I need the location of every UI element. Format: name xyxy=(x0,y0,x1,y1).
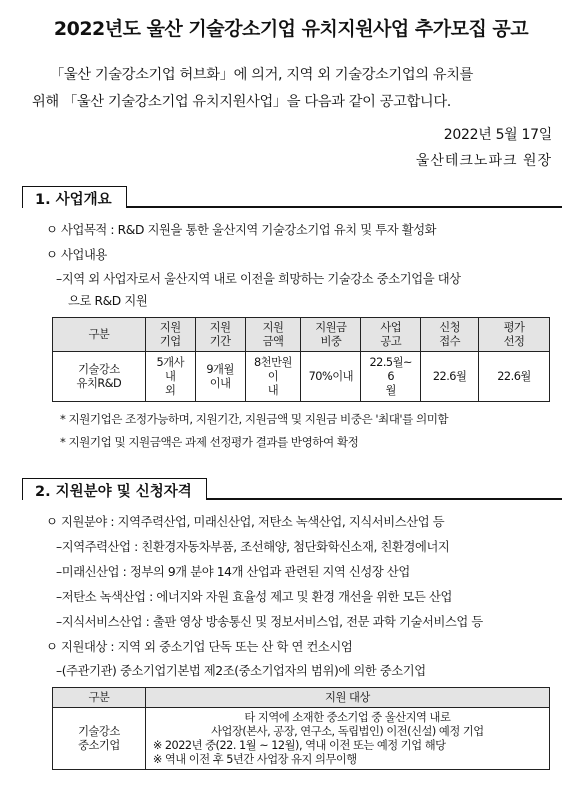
table-cell-line: 유치R&D xyxy=(76,376,122,390)
table-header-line: 평가 xyxy=(503,320,525,334)
intro-line-2: 위해 「울산 기술강소기업 유치지원사업」을 다음과 같이 공고합니다. xyxy=(32,94,451,110)
table-header-line: 지원 xyxy=(209,320,231,334)
content-line-1: –지역 외 사업자로서 울산지역 내로 이전을 희망하는 기술강소 중소기업을 대상 xyxy=(56,272,461,286)
table-cell-line: 6 xyxy=(387,369,395,383)
table-cell-line: 22.5월~ xyxy=(369,355,413,369)
note-2: * 지원기업 및 지원금액은 과제 선정평가 결과를 반영하여 확정 xyxy=(60,435,359,449)
table-header-line: 비중 xyxy=(320,334,342,348)
section1-header xyxy=(22,186,562,208)
section2-header xyxy=(22,478,562,500)
field-sub-4: –지식서비스산업 : 출판 영상 방송통신 및 정보서비스업, 전문 과학 기술서비스업 등 xyxy=(56,615,483,629)
eligibility-line-2: 사업장(본사, 공장, 연구소, 독립법인) 이전(신설) 예정 기업 xyxy=(211,724,484,738)
section1-heading: 1. 사업개요 xyxy=(22,186,127,208)
intro-line-1: 「울산 기술강소기업 허브화」에 의거, 지역 외 기술강소기업의 유치를 xyxy=(50,67,474,83)
eligibility-line-4: ※ 역내 이전 후 5년간 사업장 유지 의무이행 xyxy=(152,752,357,766)
table-header-line: 기업 xyxy=(159,334,181,348)
signer: 울산테크노파크 원장 xyxy=(415,153,552,169)
target-line: ㅇ 지원대상 : 지역 외 중소기업 단독 또는 산 학 연 컨소시엄 xyxy=(46,640,353,654)
target-sub: –(주관기관) 중소기업기본법 제2조(중소기업자의 범위)에 의한 중소기업 xyxy=(56,664,426,678)
field-sub-2: –미래신산업 : 정부의 9개 분야 14개 산업과 관련된 지역 신성장 산업 xyxy=(56,565,410,579)
table-cell-line: 월 xyxy=(385,383,396,397)
eligibility-header-target: 지원 대상 xyxy=(145,688,549,708)
table-cell-line: 내 xyxy=(165,369,176,383)
eligibility-table xyxy=(52,687,550,770)
table-cell-line: 22.6월 xyxy=(497,369,531,383)
table-header-col-ratio xyxy=(301,318,361,352)
page-title: 2022년도 울산 기술강소기업 유치지원사업 추가모집 공고 xyxy=(53,18,529,40)
table-header-line: 지원 xyxy=(159,320,181,334)
table-header-col-notice xyxy=(361,318,421,352)
table-cell-col-category xyxy=(53,352,146,402)
table-cell-col-period xyxy=(195,352,245,402)
table-header-line: 선정 xyxy=(503,334,525,348)
table-row xyxy=(53,708,550,770)
table-cell-line: 5개사 xyxy=(156,355,184,369)
intro-paragraph xyxy=(32,62,552,116)
table-header-line: 금액 xyxy=(262,334,284,348)
table-cell-col-ratio xyxy=(301,352,361,402)
table-header-line: 지원 xyxy=(262,320,284,334)
eligibility-row-label-line1: 기술강소 xyxy=(78,724,120,738)
field-line: ㅇ 지원분야 : 지역주력산업, 미래신산업, 저탄소 녹색산업, 지식서비스산업 등 xyxy=(46,515,445,529)
table-cell-line: 8천만원 xyxy=(254,355,292,369)
announcement-date: 2022년 5월 17일 xyxy=(443,127,552,143)
field-sub-1: –지역주력산업 : 친환경자동차부품, 조선해양, 첨단화학신소재, 친환경에너지 xyxy=(56,540,450,554)
note-1: * 지원기업은 조정가능하며, 지원기간, 지원금액 및 지원금 비중은 '최대'를 의미함 xyxy=(60,412,449,426)
table-cell-line: 70%이내 xyxy=(308,369,354,383)
section2-heading: 2. 지원분야 및 신청자격 xyxy=(22,478,207,500)
table-cell-line: 기술강소 xyxy=(78,362,120,376)
table-cell-col-application xyxy=(421,352,479,402)
table-header-row xyxy=(53,318,550,352)
eligibility-row-label-line2: 중소기업 xyxy=(78,738,120,752)
table-header-line: 사업 xyxy=(380,320,402,334)
field-sub-3: –저탄소 녹색산업 : 에너지와 자원 효율성 제고 및 환경 개선을 위한 모든 산업 xyxy=(56,590,452,604)
table-header-line: 신청 xyxy=(439,320,461,334)
eligibility-line-3: ※ 2022년 중(22. 1월 ~ 12월), 역내 이전 또는 예정 기업 해당 xyxy=(152,738,446,752)
table-header-col-application xyxy=(421,318,479,352)
table-cell-col-companies xyxy=(145,352,195,402)
table-header-line: 구분 xyxy=(88,327,110,341)
table-header-line: 지원금 xyxy=(315,320,347,334)
table-cell-col-selection xyxy=(479,352,550,402)
table-header-line: 접수 xyxy=(439,334,461,348)
content-label: ㅇ 사업내용 xyxy=(46,248,107,262)
eligibility-line-1: 타 지역에 소재한 중소기업 중 울산지역 내로 xyxy=(244,710,451,724)
table-cell-col-notice xyxy=(361,352,421,402)
table-cell-line: 내 xyxy=(267,383,279,397)
table-header-col-period xyxy=(195,318,245,352)
table-cell-line: 이내 xyxy=(209,376,231,390)
table-cell-line: 22.6월 xyxy=(432,369,467,383)
table-cell-line: 9개월 xyxy=(206,362,234,376)
table-header-col-amount xyxy=(245,318,301,352)
table-cell-line: 이 xyxy=(267,369,279,383)
table-cell-line: 외 xyxy=(165,383,176,397)
table-header-line: 기간 xyxy=(209,334,231,348)
table-header-col-category xyxy=(53,318,146,352)
table-header-col-companies xyxy=(145,318,195,352)
table-row xyxy=(53,352,550,402)
table-cell-col-amount xyxy=(245,352,301,402)
purpose-line: ㅇ 사업목적 : R&D 지원을 통한 울산지역 기술강소기업 유치 및 투자 활성화 xyxy=(46,223,437,237)
eligibility-row-content xyxy=(145,708,549,770)
table-header-col-selection xyxy=(479,318,550,352)
eligibility-row-label xyxy=(53,708,146,770)
eligibility-header-category: 구분 xyxy=(53,688,146,708)
content-line-2: 으로 R&D 지원 xyxy=(68,294,148,308)
support-overview-table xyxy=(52,317,550,402)
table-header-line: 공고 xyxy=(380,334,402,348)
